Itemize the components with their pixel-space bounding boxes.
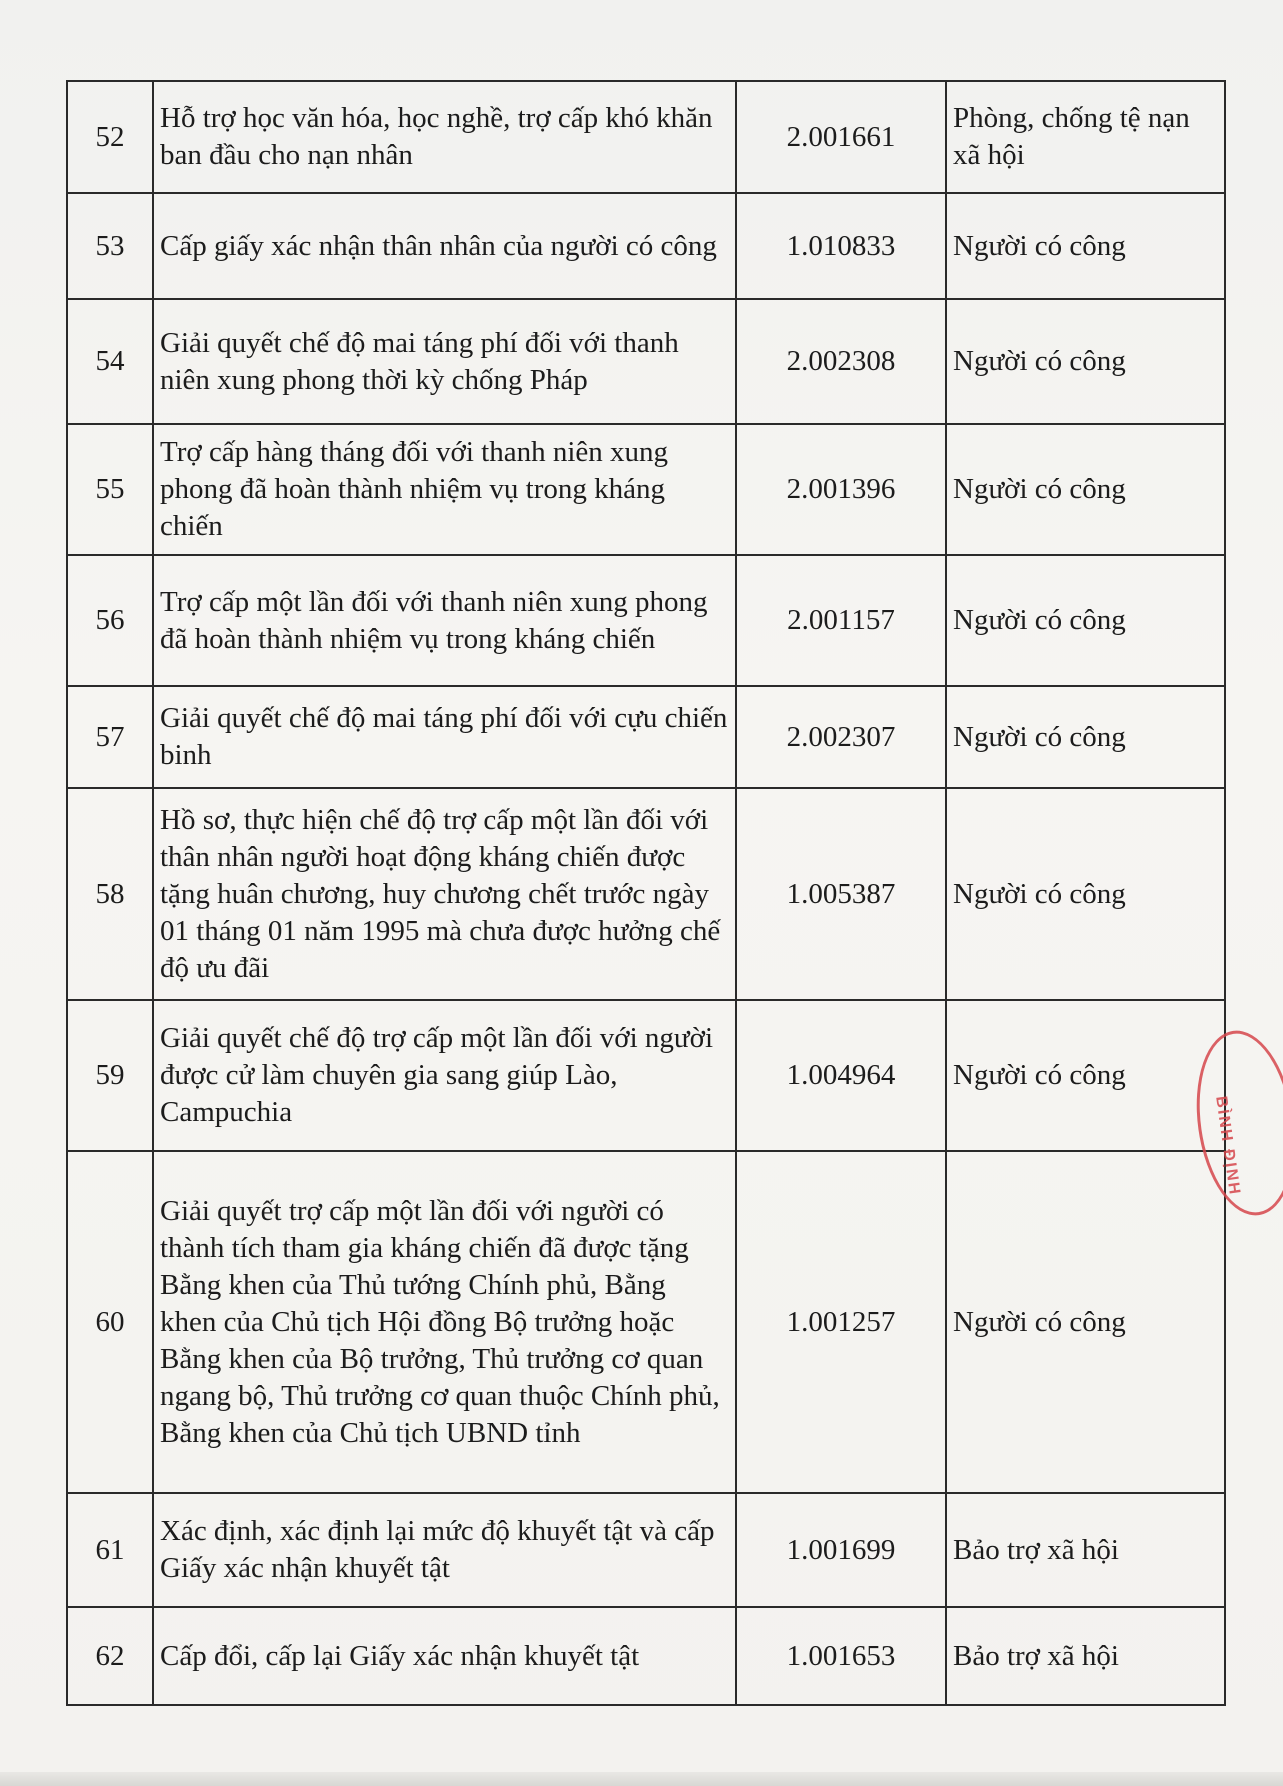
procedure-field-cell: Người có công [946,1000,1225,1151]
row-number-cell: 59 [67,1000,153,1151]
procedure-field-cell: Người có công [946,686,1225,788]
procedure-code-cell: 2.001157 [736,555,946,686]
procedure-name-cell: Cấp đổi, cấp lại Giấy xác nhận khuyết tật [153,1607,736,1705]
procedure-code-cell: 1.001699 [736,1493,946,1607]
procedure-field-cell: Người có công [946,1151,1225,1493]
row-number-cell: 61 [67,1493,153,1607]
table-row [67,686,1225,788]
row-number-cell: 53 [67,193,153,299]
table-row [67,81,1225,193]
row-number-cell: 57 [67,686,153,788]
procedure-name-cell: Trợ cấp hàng tháng đối với thanh niên xung phong đã hoàn thành nhiệm vụ trong kháng chiến [153,424,736,555]
procedure-field-cell: Bảo trợ xã hội [946,1493,1225,1607]
scan-bottom-edge [0,1772,1283,1786]
table-row [67,1493,1225,1607]
table-row [67,193,1225,299]
row-number-cell: 62 [67,1607,153,1705]
procedure-name-cell: Cấp giấy xác nhận thân nhân của người có công [153,193,736,299]
procedure-field-cell: Bảo trợ xã hội [946,1607,1225,1705]
procedure-name-cell: Giải quyết chế độ trợ cấp một lần đối với người được cử làm chuyên gia sang giúp Lào, Campuchia [153,1000,736,1151]
procedure-name-cell: Hồ sơ, thực hiện chế độ trợ cấp một lần đối với thân nhân người hoạt động kháng chiến được tặng huân chương, huy chương chết trước ngày 01 tháng 01 năm 1995 mà chưa được hưởng chế độ ưu đãi [153,788,736,1000]
procedure-name-cell: Giải quyết trợ cấp một lần đối với người có thành tích tham gia kháng chiến đã được tặng Bằng khen của Thủ tướng Chính phủ, Bằng khen của Chủ tịch Hội đồng Bộ trưởng hoặc Bằng khen của Bộ trưởng, Thủ trưởng cơ quan ngang bộ, Thủ trưởng cơ quan thuộc Chính phủ, Bằng khen của Chủ tịch UBND tỉnh [153,1151,736,1493]
table-row [67,555,1225,686]
procedure-name-cell: Trợ cấp một lần đối với thanh niên xung phong đã hoàn thành nhiệm vụ trong kháng chiến [153,555,736,686]
procedure-code-cell: 2.002307 [736,686,946,788]
procedure-code-cell: 2.001661 [736,81,946,193]
procedure-field-cell: Người có công [946,788,1225,1000]
procedure-name-cell: Giải quyết chế độ mai táng phí đối với thanh niên xung phong thời kỳ chống Pháp [153,299,736,424]
procedure-code-cell: 1.004964 [736,1000,946,1151]
row-number-cell: 60 [67,1151,153,1493]
procedure-name-cell: Hỗ trợ học văn hóa, học nghề, trợ cấp khó khăn ban đầu cho nạn nhân [153,81,736,193]
procedure-code-cell: 2.001396 [736,424,946,555]
table-row [67,788,1225,1000]
procedure-code-cell: 1.001653 [736,1607,946,1705]
procedure-field-cell: Người có công [946,424,1225,555]
procedure-name-cell: Giải quyết chế độ mai táng phí đối với cựu chiến binh [153,686,736,788]
procedure-code-cell: 1.010833 [736,193,946,299]
procedure-name-cell: Xác định, xác định lại mức độ khuyết tật và cấp Giấy xác nhận khuyết tật [153,1493,736,1607]
row-number-cell: 58 [67,788,153,1000]
procedure-field-cell: Người có công [946,555,1225,686]
row-number-cell: 52 [67,81,153,193]
procedure-code-cell: 1.001257 [736,1151,946,1493]
procedure-field-cell: Phòng, chống tệ nạn xã hội [946,81,1225,193]
seal-text: BÌNH ĐỊNH [1212,1095,1243,1198]
table-row [67,424,1225,555]
row-number-cell: 56 [67,555,153,686]
procedure-code-cell: 1.005387 [736,788,946,1000]
procedure-code-cell: 2.002308 [736,299,946,424]
row-number-cell: 55 [67,424,153,555]
table-row [67,1000,1225,1151]
table-row [67,1607,1225,1705]
procedures-table [66,80,1226,1706]
procedure-field-cell: Người có công [946,299,1225,424]
table-row [67,299,1225,424]
row-number-cell: 54 [67,299,153,424]
table-row [67,1151,1225,1493]
procedure-field-cell: Người có công [946,193,1225,299]
